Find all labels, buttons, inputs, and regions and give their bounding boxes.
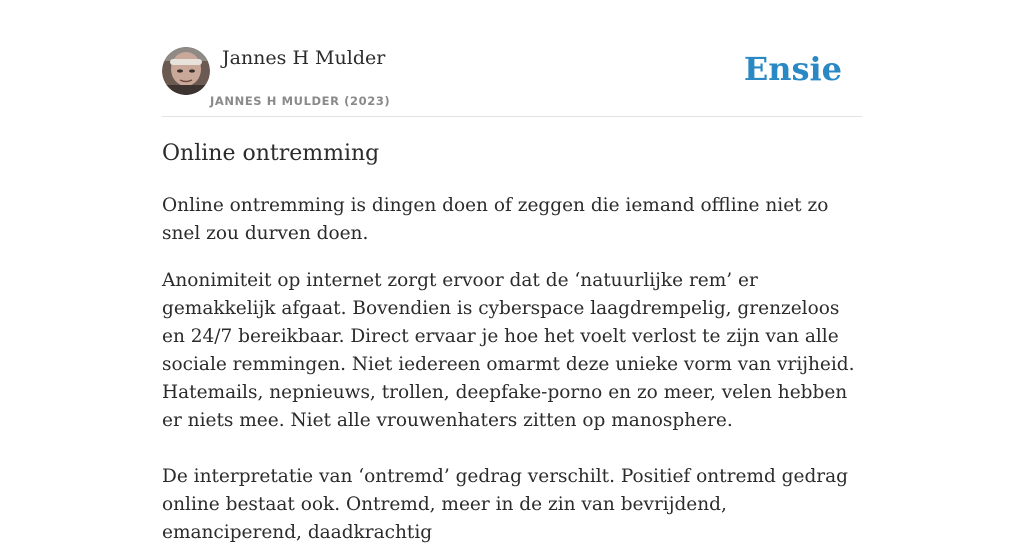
- article-paragraph-1: Online ontremming is dingen doen of zeggen die iemand offline niet zo snel zou durven doen.: [162, 195, 829, 244]
- article-header: [162, 0, 862, 117]
- page-container: [162, 0, 862, 543]
- article-title: Online ontremming: [162, 141, 380, 166]
- article-paragraph-3: De interpretatie van ‘ontremd’ gedrag verschilt. Positief ontremd gedrag online bestaat ook. Ontremd, meer in de zin van bevrijdend, emanciperend, daadkrachtig: [162, 466, 849, 543]
- author-avatar[interactable]: [162, 47, 210, 95]
- brand-logo[interactable]: Ensie: [743, 50, 842, 88]
- article-paragraph-2: Anonimiteit op internet zorgt ervoor dat de ‘natuurlijke rem’ er gemakkelijk afgaat. Bovendien is cyberspace laagdrempelig, grenzeloos en 24/7 bereikbaar. Direct ervaar je hoe het voelt verlost te zijn van alle sociale remmingen. Niet iedereen omarmt deze unieke vorm van vrijheid. Hatemails, nepnieuws, trollen, deepfake-porno en zo meer, velen hebben er niets mee. Niet alle vrouwenhaters zitten op manosphere.: [162, 270, 855, 431]
- author-name[interactable]: Jannes H Mulder: [222, 47, 386, 69]
- author-attribution: JANNES H MULDER (2023): [210, 94, 391, 108]
